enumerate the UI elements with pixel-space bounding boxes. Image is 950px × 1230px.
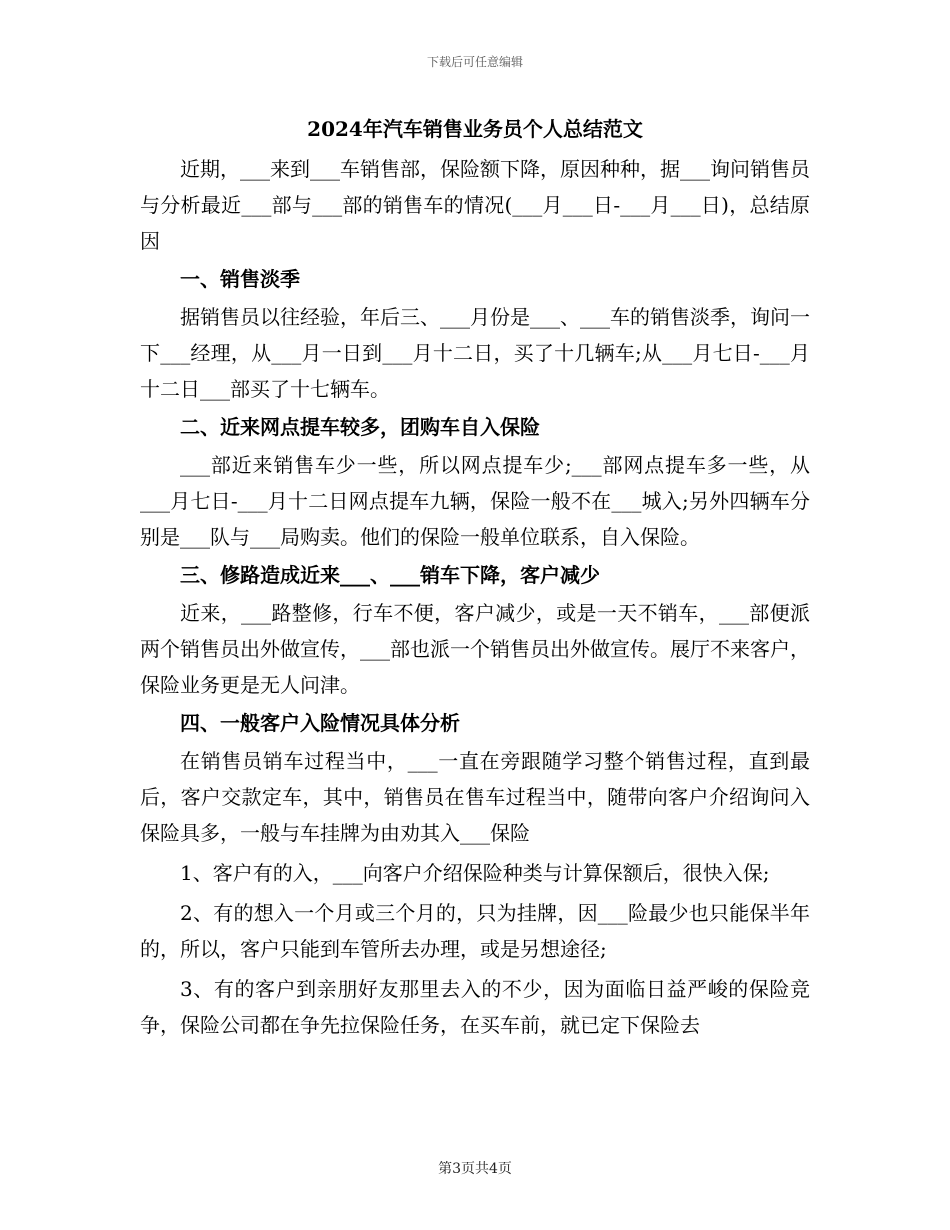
section-heading-3: 三、修路造成近来___、___销车下降，客户减少 bbox=[180, 563, 600, 587]
paragraph-section-2: ___部近来销售车少一些，所以网点提车少;___部网点提车多一些，从___月七日-___月十二日网点提车九辆，保险一般不在___城入;另外四辆车分别是___队与___局购卖。他们的保险一般单位联系，自入保险。 bbox=[140, 453, 810, 549]
paragraph-section-3: 近来，___路整修，行车不便，客户减少，或是一天不销车，___部便派两个销售员出外做宣传，___部也派一个销售员出外做宣传。展厅不来客户，保险业务更是无人问津。 bbox=[140, 601, 810, 697]
paragraph-section-1: 据销售员以往经验，年后三、___月份是___、___车的销售淡季，询问一下___经理，从___月一日到___月十二日，买了十几辆车;从___月七日-___月十二日___部买了十七辆车。 bbox=[140, 305, 810, 401]
section-heading-1: 一、销售淡季 bbox=[180, 267, 300, 291]
list-item-2: 2、有的想入一个月或三个月的，只为挂牌，因___险最少也只能保半年的，所以，客户只能到车管所去办理，或是另想途径; bbox=[140, 901, 810, 961]
page-footer: 第3页共4页 bbox=[438, 1161, 512, 1177]
list-item-1: 1、客户有的入，___向客户介绍保险种类与计算保额后，很快入保; bbox=[180, 861, 770, 885]
document-body bbox=[140, 115, 810, 1043]
section-heading-2: 二、近来网点提车较多，团购车自入保险 bbox=[180, 415, 540, 439]
section-heading-4: 四、一般客户入险情况具体分析 bbox=[180, 711, 460, 735]
document-title: 2024年汽车销售业务员个人总结范文 bbox=[307, 117, 643, 141]
list-item-3: 3、有的客户到亲朋好友那里去入的不少，因为面临日益严峻的保险竞争，保险公司都在争先拉保险任务，在买车前，就已定下保险去 bbox=[140, 977, 810, 1037]
page-header: 下载后可任意编辑 bbox=[426, 55, 523, 69]
paragraph-section-4: 在销售员销车过程当中，___一直在旁跟随学习整个销售过程，直到最后，客户交款定车，其中，销售员在售车过程当中，随带向客户介绍询问入保险具多，一般与车挂牌为由劝其入___保险 bbox=[140, 749, 810, 845]
paragraph-intro: 近期，___来到___车销售部，保险额下降，原因种种，据___询问销售员与分析最近___部与___部的销售车的情况(___月___日-___月___日)，总结原因 bbox=[140, 157, 810, 253]
